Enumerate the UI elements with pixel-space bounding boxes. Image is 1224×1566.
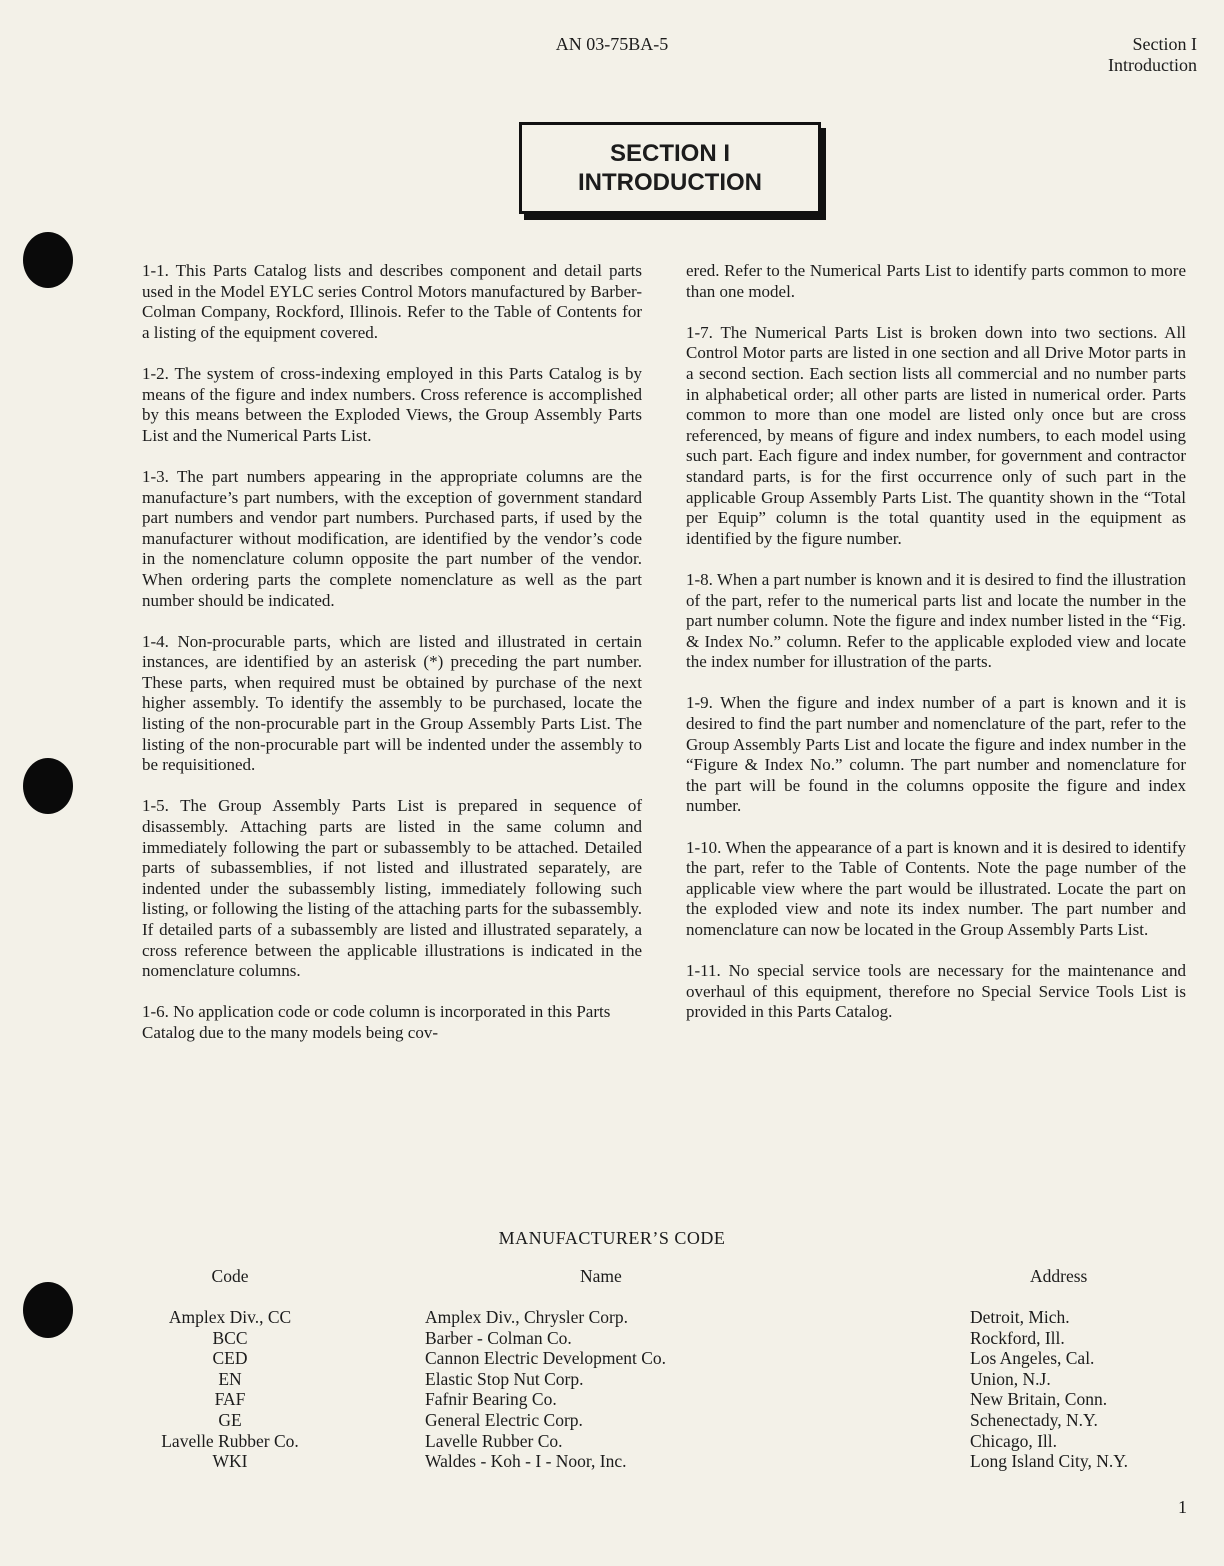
paragraph: 1-6. No application code or code column is incorporated in this Parts Catalog due to the many models being cov- [142,1002,611,1042]
cell-address: New Britain, Conn. [970,1389,1108,1410]
binder-hole [23,1282,73,1338]
document-number: AN 03-75BA-5 [555,34,669,54]
cell-code: WKI [212,1451,248,1472]
cell-code: Lavelle Rubber Co. [161,1430,299,1451]
cell-code: GE [218,1409,242,1430]
paragraph: 1-3. The part numbers appearing in the appropriate columns are the manufacture’s part numbers, with the exception of government standard part numbers and vendor part numbers. Purchased parts, if used by the manufacturer without modification, are identified by the vendor’s code in the nomenclature column opposite the part number of the vendor. When ordering parts the complete nomenclature as well as the part number should be indicated. [142,466,642,610]
manufacturers-table [140,1266,1200,1472]
column-header-name: Name [580,1266,622,1286]
cell-name: General Electric Corp. [425,1409,583,1430]
section-title-line1: SECTION I [609,140,730,167]
paragraph: 1-4. Non-procurable parts, which are listed and illustrated in certain instances, are identified by an asterisk (*) preceding the part number. These parts, when required must be obtained by purchase of the next higher assembly. To identify the assembly to be purchased, locate the listing of the non-procurable part in the Group Assembly Parts List. The listing of the non-procurable part will be indented under the assembly to be requisitioned. [142,631,642,775]
column-header-address: Address [1030,1266,1088,1286]
cell-address: Chicago, Ill. [970,1430,1057,1451]
text-column-right [686,261,1186,1044]
binder-hole [23,232,73,288]
table-row [140,1431,1200,1452]
text-column-left [142,261,642,1064]
table-row [140,1451,1200,1472]
paragraph: 1-8. When a part number is known and it is desired to find the illustration of the part, refer to the numerical parts list and locate the number in the part number column. Note the figure and index number listed in the “Fig. & Index No.” column. Refer to the applicable exploded view and locate the index number for illustration of the parts. [686,569,1186,672]
cell-name: Waldes - Koh - I - Noor, Inc. [425,1451,627,1472]
table-row [140,1369,1200,1390]
table-header-row [140,1266,1200,1307]
binder-hole [23,758,73,814]
paragraph: 1-2. The system of cross-indexing employed in this Parts Catalog is by means of the figure and index numbers. Cross reference is accomplished by this means between the Exploded Views, the Group Assembly Parts List and the Numerical Parts List. [142,363,642,445]
cell-name: Fafnir Bearing Co. [425,1389,557,1410]
cell-name: Amplex Div., Chrysler Corp. [425,1307,629,1327]
table-row [140,1328,1200,1349]
cell-address: Union, N.J. [970,1368,1051,1389]
cell-code: CED [212,1348,248,1369]
table-row [140,1307,1200,1328]
paragraph: 1-11. No special service tools are necessary for the maintenance and overhaul of this equipment, therefore no Special Service Tools List is provided in this Parts Catalog. [686,961,1186,1022]
section-header [1108,34,1197,76]
cell-name: Cannon Electric Development Co. [425,1348,667,1369]
cell-name: Lavelle Rubber Co. [425,1430,563,1451]
section-title-line2: INTRODUCTION [578,169,762,196]
cell-address: Detroit, Mich. [970,1307,1070,1327]
table-row [140,1389,1200,1410]
table-row [140,1410,1200,1431]
cell-name: Elastic Stop Nut Corp. [425,1368,584,1389]
cell-name: Barber - Colman Co. [425,1327,572,1348]
paragraph: 1-7. The Numerical Parts List is broken down into two sections. All Control Motor parts are listed in one section and all Drive Motor parts in a second section. Each section lists all commercial and no number parts in alphabetical order; all other parts are listed in numerical order. Parts common to more than one model are listed only once but are cross referenced, by means of figure and index numbers, to each model using such part. Each figure and index number, for government and contractor standard parts, is for the first occurrence only of such part in the applicable Group Assembly Parts List. The quantity shown in the “Total per Equip” column is the total quantity used in the equipment as identified by the figure number. [686,322,1186,548]
page-number: 1 [1178,1497,1187,1517]
cell-address: Los Angeles, Cal. [970,1348,1095,1369]
section-subtitle: Introduction [1108,55,1197,75]
column-header-code: Code [211,1266,249,1286]
paragraph: 1-10. When the appearance of a part is known and it is desired to identify the part, refer to the Table of Contents. Note the page number of the applicable view where the part would be illustrated. Locate the part on the exploded view and note its index number. The part number and nomenclature can now be located in the Group Assembly Parts List. [686,837,1186,939]
cell-code: Amplex Div., CC [168,1307,292,1327]
paragraph: ered. Refer to the Numerical Parts List to identify parts common to more than one model. [686,261,1186,301]
section-label: Section I [1132,34,1197,54]
paragraph: 1-1. This Parts Catalog lists and describes component and detail parts used in the Model EYLC series Control Motors manufactured by Barber-Colman Company, Rockford, Illinois. Refer to the Table of Contents for a listing of the equipment covered. [142,261,642,342]
cell-code: BCC [212,1327,248,1348]
section-title-box [519,122,821,214]
cell-address: Schenectady, N.Y. [970,1409,1098,1430]
cell-code: FAF [214,1389,246,1410]
cell-code: EN [218,1368,242,1389]
paragraph: 1-5. The Group Assembly Parts List is prepared in sequence of disassembly. Attaching parts are listed in the same column and immediately following the part or subassembly to be attached. Detailed parts of subassemblies, if not listed and illustrated separately, are indented under the subassembly listing, immediately following such listing, or following the listing of the attaching parts for the subassembly. If detailed parts of a subassembly are listed and illustrated separately, a cross reference between the applicable illustrations is indicated in the nomenclature columns. [142,796,642,981]
cell-address: Rockford, Ill. [970,1327,1065,1348]
table-row [140,1348,1200,1369]
cell-address: Long Island City, N.Y. [970,1451,1128,1472]
paragraph: 1-9. When the figure and index number of a part is known and it is desired to find the part number and nomenclature of the part, refer to the Group Assembly Parts List and locate the figure and index number in the “Figure & Index No.” column. The part number and nomenclature for the part will be found in the columns opposite the figure and index number. [686,693,1186,816]
manufacturers-code-title: MANUFACTURER’S CODE [498,1228,726,1248]
